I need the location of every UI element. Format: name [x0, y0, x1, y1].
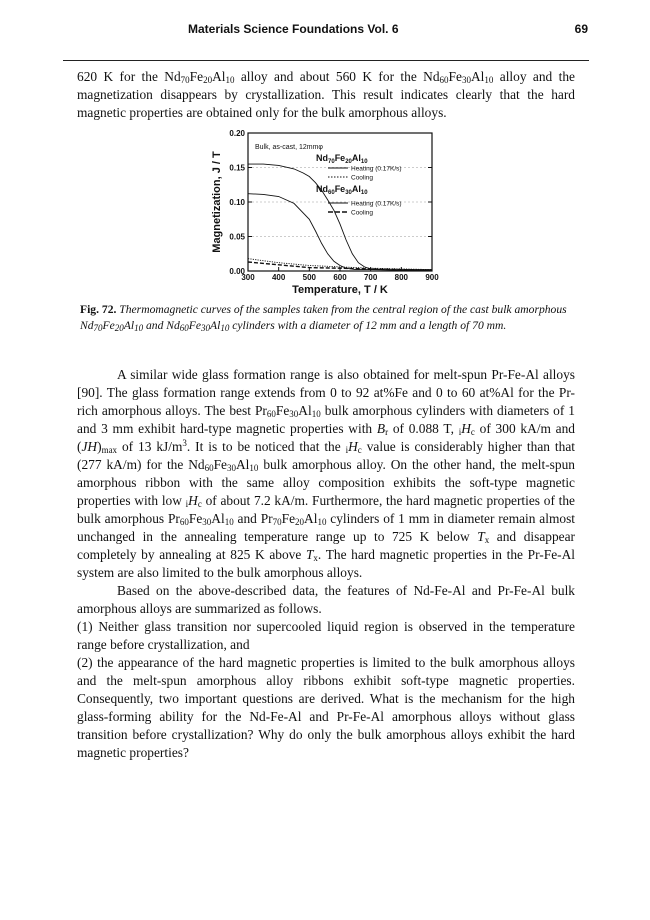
- x-axis-label: Temperature, T / K: [292, 284, 388, 296]
- x-tick-label: 800: [394, 273, 409, 282]
- series-line-3: [248, 194, 432, 271]
- running-header: [80, 22, 588, 38]
- figure-label: Fig. 72.: [80, 303, 117, 316]
- y-axis-label: Magnetization, J / T: [211, 151, 223, 253]
- journal-title: Materials Science Foundations Vol. 6: [188, 22, 399, 36]
- header-rule: [63, 60, 589, 61]
- series-line-1: [248, 164, 432, 270]
- x-tick-label: 400: [271, 273, 286, 282]
- legend-heating-2: Heating (0.17K/s): [351, 200, 402, 208]
- x-tick-label: 300: [241, 273, 255, 282]
- legend-cooling-1: Cooling: [351, 174, 374, 182]
- x-tick-label: 600: [333, 273, 347, 282]
- x-tick-label: 700: [363, 273, 378, 282]
- figure-caption: Fig. 72. Thermomagnetic curves of the samples taken from the central region of the cast bulk amorphous $Nd_{70}Fe_{20}Al_{10}$ and $Nd_{60}Fe_{30}Al_{10}$ cylinders with a diameter of 12 mm and a length of 70 mm.: [80, 303, 567, 333]
- legend-alloy-1: $Nd_{70}Fe_{20}Al_{10}$: [316, 153, 368, 165]
- series-layer: [248, 164, 432, 270]
- intro-paragraph: 620 K for the $Nd_{70}Fe_{20}Al_{10}$ alloy and about 560 K for the $Nd_{60}Fe_{30}Al_{10}$ alloy and the magnetization disappears by crystallization. This result indicates clearly that the hard magnetic properties are obtained only for the bulk amorphous alloys.: [77, 69, 575, 120]
- thermomagnetic-chart: [206, 126, 446, 298]
- y-tick-label: 0.10: [229, 198, 245, 207]
- main-text: [77, 366, 575, 762]
- chart-gridlines: [248, 165, 432, 237]
- x-tick-label: 900: [425, 273, 439, 282]
- y-tick-label: 0.15: [229, 163, 245, 173]
- page-number: 69: [574, 22, 588, 36]
- legend-heating-1: Heating (0.17K/s): [351, 165, 402, 173]
- list-item-1: (1) Neither glass transition nor supercooled liquid region is observed in the temperature range before crystallization, and: [77, 619, 575, 652]
- chart-annotation: Bulk, as-cast, 12mmφ: [255, 144, 323, 151]
- list-item-2: (2) the appearance of the hard magnetic properties is limited to the bulk amorphous alloys and the melt-spun amorphous alloy ribbons exhibit soft-type magnetic properties. Consequently, two important questions are derived. What is the mechanism for the high glass-forming ability for the Nd-Fe-Al and Pr-Fe-Al amorphous alloys without glass transition before crystallization? Why do only the bulk amorphous alloys exhibit the hard magnetic properties?: [77, 655, 575, 760]
- y-tick-label: 0.00: [229, 267, 245, 276]
- y-tick-label: 0.20: [229, 129, 245, 138]
- paragraph-summary: Based on the above-described data, the features of Nd-Fe-Al and Pr-Fe-Al bulk amorphous alloys are summarized as follows.: [77, 583, 575, 616]
- paragraph-pr-fe-al: A similar wide glass formation range is also obtained for melt-spun Pr-Fe-Al alloys [90]. The glass formation range extends from 0 to 92 at%Fe and 0 to 60 at%Al for the Pr-rich amorphous alloys. The best $Pr_{60}Fe_{30}Al_{10}$ bulk amorphous cylinders with diameters of 1 and 3 mm exhibit hard-type magnetic properties with $B_r$ of 0.088 T, $_iH_c$ of 300 kA/m and $(JH)_{max}$ of 13 $kJ/m^3$. It is to be noticed that the $_iH_c$ value is considerably higher than that (277 kA/m) for the $Nd_{60}Fe_{30}Al_{10}$ bulk amorphous alloy. On the other hand, the melt-spun amorphous ribbon with the same alloy composition exhibits the soft-type magnetic properties with low $_iH_c$ of about 7.2 kA/m. Furthermore, the hard magnetic properties of the bulk amorphous $Pr_{60}Fe_{30}Al_{10}$ and $Pr_{70}Fe_{20}Al_{10}$ cylinders of 1 mm in diameter remain almost unchanged in the annealing temperature range up to 725 K below $T_x$ and disappear completely by annealing at 825 K above $T_x$. The hard magnetic properties in the Pr-Fe-Al system are also limited to the bulk amorphous alloys.: [77, 367, 576, 580]
- legend-alloy-2: $Nd_{60}Fe_{30}Al_{10}$: [316, 184, 368, 196]
- x-tick-label: 500: [302, 273, 317, 282]
- y-tick-label: 0.05: [229, 232, 245, 242]
- legend-cooling-2: Cooling: [351, 209, 374, 217]
- axis-ticks: [229, 129, 439, 282]
